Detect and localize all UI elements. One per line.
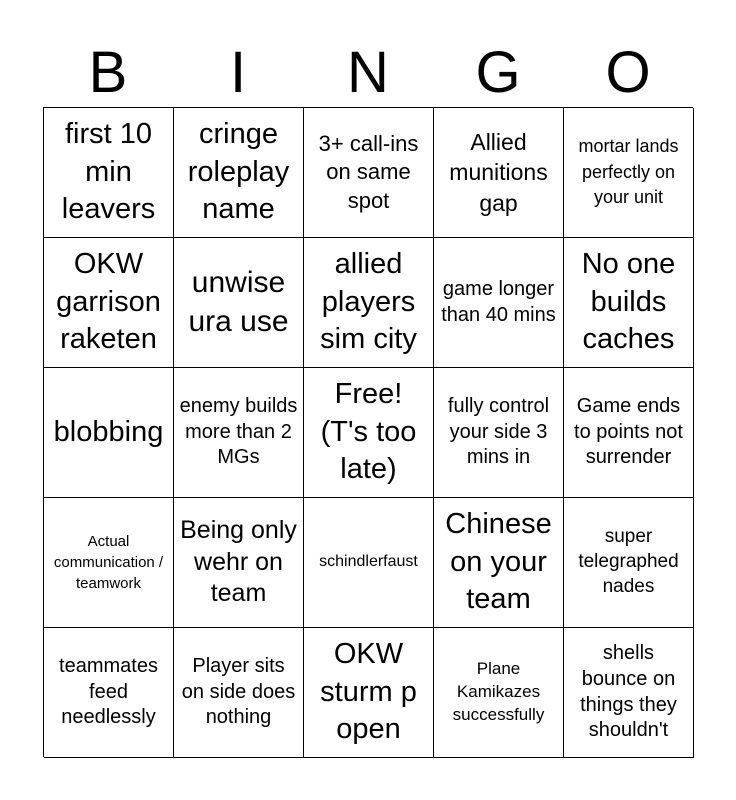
bingo-cell-r3-c1[interactable] [44, 368, 174, 498]
header-letter-o: O [605, 40, 651, 105]
bingo-cell-text: Actual communication / teamwork [53, 533, 164, 592]
header-letter-i: I [229, 40, 247, 105]
bingo-cell-r5-c5[interactable] [564, 628, 694, 758]
bingo-cell-text: super telegraphed nades [578, 526, 679, 597]
bingo-cell-r3-c3[interactable] [304, 368, 434, 498]
bingo-cell-r5-c4[interactable] [434, 628, 564, 758]
bingo-cell-text: Player sits on side does nothing [181, 655, 296, 729]
bingo-cell-text: Free! (T's too late) [320, 377, 417, 486]
bingo-cell-text: first 10 min leavers [61, 117, 156, 226]
bingo-cell-r4-c2[interactable] [174, 498, 304, 628]
bingo-cell-r3-c4[interactable] [434, 368, 564, 498]
bingo-cell-r4-c3[interactable] [304, 498, 434, 628]
bingo-cell-text: Being only wehr on team [180, 516, 297, 608]
bingo-cell-text: enemy builds more than 2 MGs [179, 395, 298, 469]
bingo-cell-text: Plane Kamikazes successfully [452, 659, 545, 724]
bingo-cell-r5-c3[interactable] [304, 628, 434, 758]
bingo-cell-text: 3+ call-ins on same spot [318, 131, 419, 213]
bingo-cell-text: schindlerfaust [319, 553, 418, 571]
bingo-cell-text: allied players sim city [320, 247, 417, 356]
bingo-cell-text: Game ends to points not surrender [574, 395, 683, 469]
bingo-cell-text: unwise ura use [188, 266, 289, 338]
bingo-cell-r5-c1[interactable] [44, 628, 174, 758]
bingo-cell-r1-c4[interactable] [434, 108, 564, 238]
bingo-board [43, 107, 693, 757]
bingo-cell-r3-c2[interactable] [174, 368, 304, 498]
header-letter-n: N [347, 40, 389, 105]
bingo-header [43, 38, 693, 108]
bingo-cell-r2-c3[interactable] [304, 238, 434, 368]
bingo-cell-r4-c5[interactable] [564, 498, 694, 628]
bingo-cell-r2-c1[interactable] [44, 238, 174, 368]
bingo-cell-text: No one builds caches [581, 247, 676, 356]
bingo-cell-text: OKW garrison raketen [56, 247, 161, 356]
bingo-cell-r1-c2[interactable] [174, 108, 304, 238]
bingo-cell-text: fully control your side 3 mins in [447, 395, 550, 469]
bingo-cell-r4-c1[interactable] [44, 498, 174, 628]
bingo-cell-text: teammates feed needlessly [59, 655, 158, 729]
header-letter-g: G [475, 40, 521, 105]
bingo-cell-r5-c2[interactable] [174, 628, 304, 758]
bingo-cell-r1-c3[interactable] [304, 108, 434, 238]
bingo-cell-r2-c2[interactable] [174, 238, 304, 368]
bingo-cell-r2-c5[interactable] [564, 238, 694, 368]
bingo-cell-r3-c5[interactable] [564, 368, 694, 498]
bingo-cell-text: Allied munitions gap [449, 128, 548, 216]
bingo-cell-r4-c4[interactable] [434, 498, 564, 628]
bingo-cell-text: OKW sturm p open [320, 637, 417, 746]
bingo-cell-r1-c1[interactable] [44, 108, 174, 238]
bingo-cell-r1-c5[interactable] [564, 108, 694, 238]
bingo-cell-text: shells bounce on things they shouldn't [580, 642, 677, 742]
bingo-cell-text: cringe roleplay name [187, 117, 290, 226]
header-letter-b: B [88, 40, 128, 105]
bingo-cell-text: blobbing [53, 415, 164, 448]
bingo-cell-text: mortar lands perfectly on your unit [578, 136, 679, 208]
bingo-cell-text: Chinese on your team [445, 507, 552, 616]
bingo-cell-text: game longer than 40 mins [441, 277, 556, 326]
bingo-cell-r2-c4[interactable] [434, 238, 564, 368]
